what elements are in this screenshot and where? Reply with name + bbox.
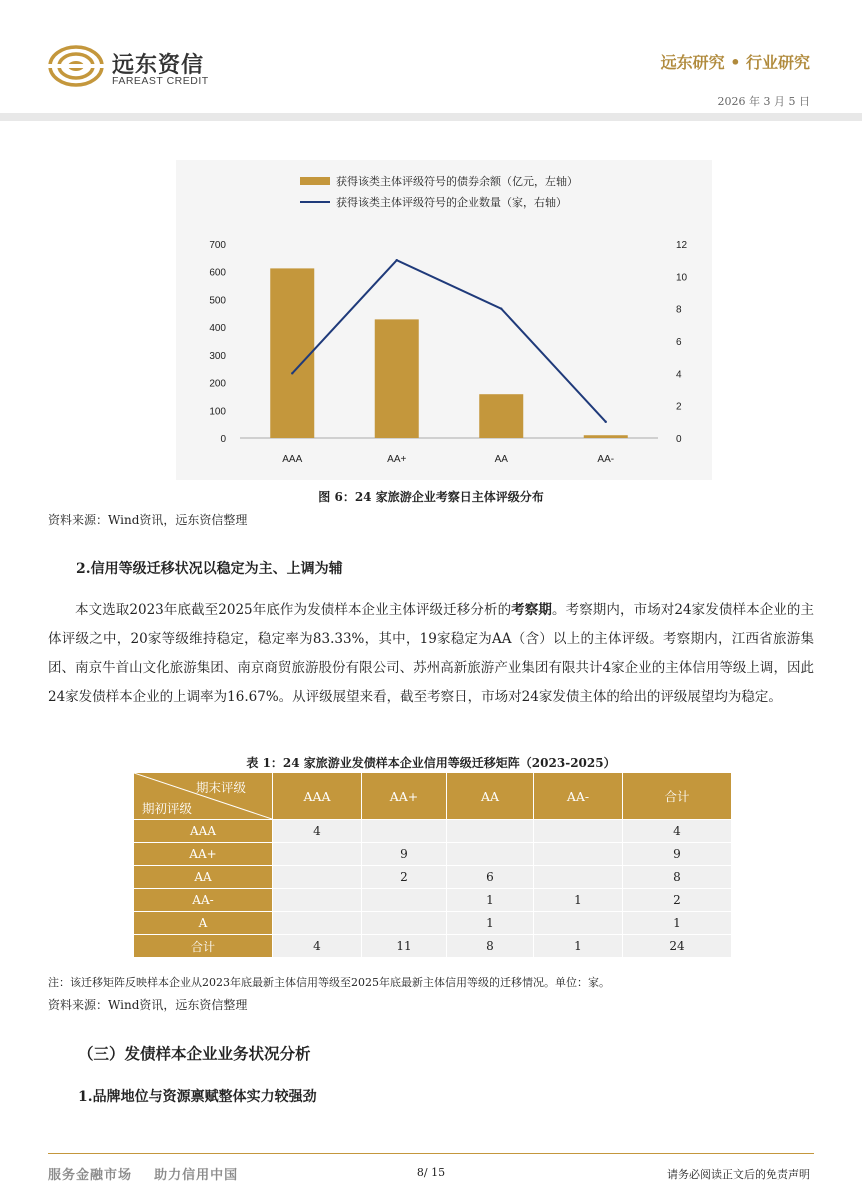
table-caption: 表 1：24 家旅游业发债样本企业信用等级迁移矩阵（2023-2025）: [246, 756, 616, 770]
right-axis-tick: 12: [676, 240, 688, 251]
table-source: 资料来源：Wind资讯，远东资信整理: [48, 998, 248, 1012]
table-cell: 9: [623, 843, 732, 866]
table-row: [134, 935, 732, 958]
footer-divider: [48, 1153, 814, 1154]
right-axis-tick: 0: [676, 434, 682, 445]
left-axis-tick: 400: [209, 323, 226, 335]
table-row: [134, 912, 732, 935]
company-count-line: [292, 260, 606, 422]
table-cell: 1: [447, 889, 534, 912]
row-header: 合计: [134, 935, 273, 958]
corner-end-label: 期末评级: [196, 780, 247, 795]
table-cell: [447, 820, 534, 843]
table-cell: 9: [362, 843, 447, 866]
para-text-b: 。考察期内，市场对24家发债样本企业的主体评级之中，20家等级维持稳定，稳定率为83.33%，其中，19家稳定为AA（含）以上的主体评级。考察期内，江西省旅游集团、南京牛首山文化旅游集团、南京商贸旅游股份有限公司、苏州高新旅游产业集团有限共计4家企业的主体信用等级上调，因此24家发债样本企业的上调率为16.67%。从评级展望来看，截至考察日，市场对24家发债主体的给出的评级展望均为稳定。: [48, 602, 814, 705]
category-label: AA+: [387, 454, 407, 465]
table-cell: [273, 912, 362, 935]
bar-AA-: [584, 435, 628, 438]
table-cell: [534, 843, 623, 866]
category-label: AA-: [597, 454, 615, 465]
table-row: [134, 843, 732, 866]
left-axis-tick: 0: [220, 434, 226, 445]
legend-bar-label: 获得该类主体评级符号的债券余额（亿元，左轴）: [336, 175, 578, 188]
left-axis-tick: 300: [209, 350, 226, 362]
subsection-heading: 1.品牌地位与资源禀赋整体实力较强劲: [78, 1089, 317, 1105]
table-cell: 24: [623, 935, 732, 958]
table-cell: 1: [623, 912, 732, 935]
table-cell: [534, 820, 623, 843]
table-cell: [362, 820, 447, 843]
left-axis-tick: 600: [209, 267, 226, 279]
table-note: 注：该迁移矩阵反映样本企业从2023年底最新主体信用等级至2025年底最新主体信用等级的迁移情况。单位：家。: [48, 976, 610, 989]
table-cell: [273, 866, 362, 889]
bar-AA+: [375, 319, 419, 438]
right-axis-tick: 2: [676, 401, 682, 413]
right-axis-tick: 4: [676, 369, 682, 381]
row-header: AA+: [134, 843, 273, 866]
legend-line-label: 获得该类主体评级符号的企业数量（家，右轴）: [336, 196, 567, 209]
table-cell: 8: [447, 935, 534, 958]
table-cell: [362, 912, 447, 935]
right-axis-tick: 8: [676, 304, 682, 316]
footer-slogan: 服务金融市场 助力信用中国: [48, 1168, 239, 1183]
line-point-AAA: [291, 372, 293, 374]
right-axis-tick: 6: [676, 337, 682, 348]
migration-matrix: [133, 772, 732, 958]
body-paragraph: [48, 596, 814, 712]
corner-start-label: 期初评级: [142, 801, 193, 816]
left-axis-tick: 100: [209, 406, 226, 418]
company-logo: [48, 44, 104, 88]
column-header: 合计: [623, 773, 732, 820]
table-cell: 6: [447, 866, 534, 889]
header-divider: [0, 113, 862, 121]
chart-source: 资料来源：Wind资讯，远东资信整理: [48, 513, 248, 527]
table-cell: [273, 889, 362, 912]
table-row: [134, 866, 732, 889]
figure-caption: 图 6：24 家旅游企业考察日主体评级分布: [318, 490, 544, 504]
table-cell: 2: [362, 866, 447, 889]
line-point-AA: [500, 307, 502, 309]
column-header: AA: [447, 773, 534, 820]
bar-AAA: [270, 268, 314, 438]
left-axis-tick: 200: [209, 378, 226, 390]
category-label: AA: [494, 454, 508, 465]
column-header: AA+: [362, 773, 447, 820]
category-label: AAA: [282, 454, 303, 465]
table-cell: 4: [273, 935, 362, 958]
column-header: AAA: [273, 773, 362, 820]
table-cell: [447, 843, 534, 866]
brand-name-cn: 远东资信: [112, 53, 205, 78]
table-cell: 11: [362, 935, 447, 958]
table-cell: [273, 843, 362, 866]
row-header: A: [134, 912, 273, 935]
section-heading: 2.信用等级迁移状况以稳定为主、上调为辅: [76, 561, 343, 577]
para-bold-term: 考察期: [511, 602, 552, 618]
footer-disclaimer: 请务必阅读正文后的免责声明: [667, 1168, 810, 1181]
table-cell: 4: [623, 820, 732, 843]
legend-bar-swatch: [300, 177, 330, 185]
table-cell: 2: [623, 889, 732, 912]
table-row: [134, 889, 732, 912]
column-header: AA-: [534, 773, 623, 820]
left-axis-tick: 500: [209, 295, 226, 307]
bar-AA: [479, 394, 523, 438]
section-three-heading: （三）发债样本企业业务状况分析: [78, 1044, 311, 1063]
table-cell: [534, 866, 623, 889]
table-cell: 1: [447, 912, 534, 935]
row-header: AA-: [134, 889, 273, 912]
row-header: AAA: [134, 820, 273, 843]
table-cell: 4: [273, 820, 362, 843]
report-date: 2026 年 3 月 5 日: [717, 95, 810, 108]
page-number: 8/ 15: [416, 1166, 446, 1179]
line-point-AA+: [396, 259, 398, 261]
row-header: AA: [134, 866, 273, 889]
table-cell: [534, 912, 623, 935]
table-cell: 8: [623, 866, 732, 889]
report-section: 远东研究 • 行业研究: [660, 53, 810, 72]
rating-distribution-chart: [176, 160, 712, 480]
table-cell: 1: [534, 935, 623, 958]
para-text-a: 本文选取2023年底截至2025年底作为发债样本企业主体评级迁移分析的: [75, 602, 512, 618]
table-row: [134, 820, 732, 843]
table-cell: [362, 889, 447, 912]
table-cell: 1: [534, 889, 623, 912]
right-axis-tick: 10: [676, 272, 688, 284]
table-corner: [134, 773, 273, 820]
brand-name-en: FAREAST CREDIT: [112, 75, 209, 87]
left-axis-tick: 700: [209, 240, 226, 251]
line-point-AA-: [605, 421, 607, 423]
